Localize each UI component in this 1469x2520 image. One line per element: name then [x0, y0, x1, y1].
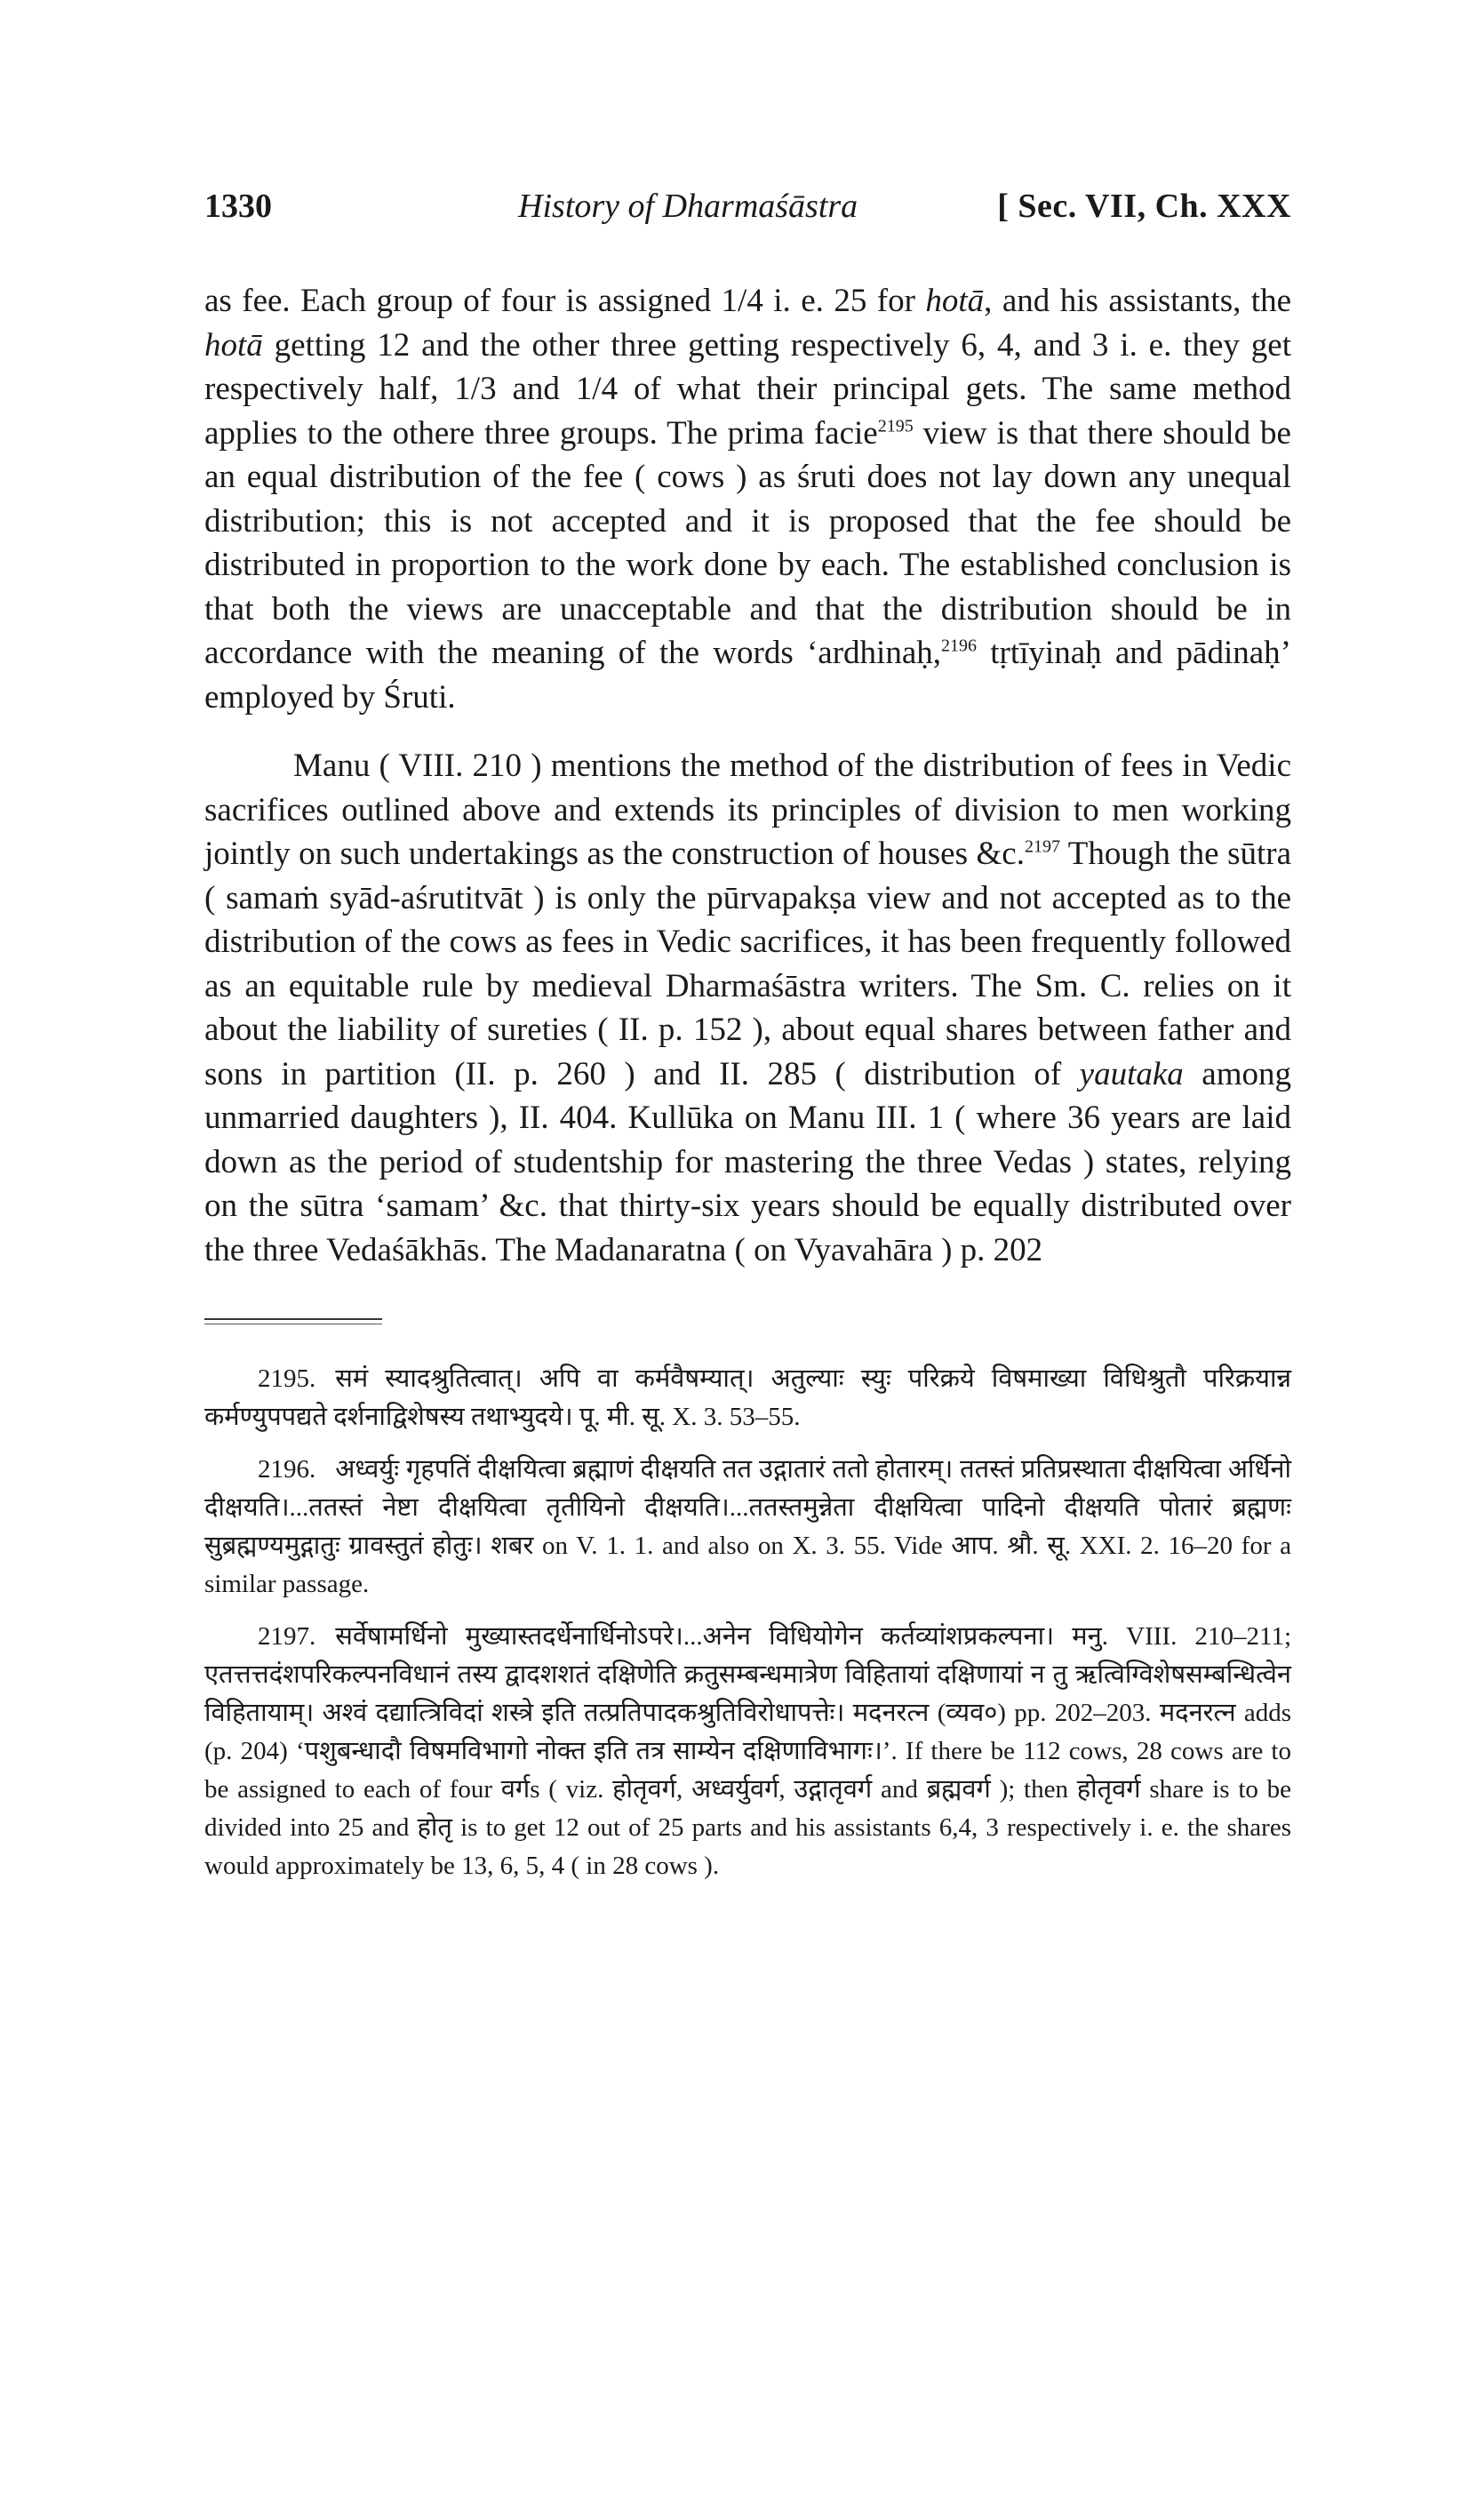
page-number: 1330	[204, 188, 272, 225]
footnote-ref: 2197	[1024, 836, 1060, 857]
footnote-number: 2197.	[258, 1622, 316, 1651]
text-run: among unmarried daughters ), II. 404. Kullūka on Manu III. 1 ( where 36 years are laid down as the period of studentship for mastering the three Vedas ) states, relying on the sūtra ‘samam’ &c. that thirty-six years should be equally distributed over the three Vedaśākhās. The Madanaratna ( on Vyavahāra ) p. 202	[204, 1055, 1291, 1268]
footnote	[204, 1451, 1291, 1604]
footnote	[204, 1618, 1291, 1885]
footnote-text: समं स्यादश्रुतित्वात्। अपि वा कर्मवैषम्यात्। अतुल्याः स्युः परिक्रये विषमाख्या विधिश्रुतौ परिक्रयान्न कर्मण्युपपद्यते दर्शनाद्विशेषस्य तथाभ्युदये। पू. मी. सू. X. 3. 53–55.	[204, 1364, 1291, 1431]
text-run: tṛtīyinaḥ and pādinaḥ’ employed by Śruti.	[204, 635, 1291, 716]
book-title: History of Dharmaśāstra	[518, 188, 858, 225]
text-run: getting 12 and the other three getting respectively 6, 4, and 3 i. e. they get respectively half, 1/3 and 1/4 of what their principal gets. The same method applies to the othere three groups. The prima facie	[204, 326, 1291, 452]
running-header	[204, 187, 1291, 226]
text-run: Though the sūtra ( samaṁ syād-aśrutitvāt ) is only the pūrvapakṣa view and not accepted as to the distribution of the cows as fees in Vedic sacrifices, it has been frequently followed as an equitable rule by medieval Dharmaśāstra writers. The Sm. C. relies on it about the liability of sureties ( II. p. 152 ), about equal shares between father and sons in partition (II. p. 260 ) and II. 285 ( distribution of	[204, 836, 1291, 1092]
footnote-number: 2195.	[258, 1364, 316, 1393]
footnote-number: 2196.	[258, 1455, 316, 1484]
footnote-text: अध्वर्युः गृहपतिं दीक्षयित्वा ब्रह्माणं दीक्षयति तत उद्गातारं ततो होतारम्। ततस्तं प्रतिप्रस्थाता दीक्षयित्वा अर्धिनो दीक्षयति।...ततस्तं नेष्टा दीक्षयित्वा तृतीयिनो दीक्षयति।...ततस्तमुन्नेता दीक्षयित्वा पादिनो दीक्षयति पोतारं ब्रह्मणः सुब्रह्मण्यमुद्गातुः ग्रावस्तुतं होतुः। शबर on V. 1. 1. and also on X. 3. 55. Vide आप. श्रौ. सू. XXI. 2. 16–20 for a similar passage.	[204, 1455, 1291, 1598]
section-label: [ Sec. VII, Ch. XXX	[997, 188, 1291, 225]
text-run: view is that there should be an equal distribution of the fee ( cows ) as śruti does not lay down any unequal distribution; this is not accepted and it is proposed that the fee should be distributed in proportion to the work done by each. The established conclusion is that both the views are unacceptable and that the distribution should be in accordance with the meaning of the words ‘ardhinaḥ,	[204, 414, 1291, 671]
body-text	[204, 279, 1291, 1272]
footnote-ref: 2196	[941, 636, 977, 656]
body-paragraph	[204, 279, 1291, 719]
italic-term: yautaka	[1079, 1055, 1184, 1092]
text-run: as fee. Each group of four is assigned 1/4 i. e. 25 for	[204, 283, 926, 319]
text-run: , and his assistants, the	[984, 283, 1291, 319]
footnote	[204, 1360, 1291, 1436]
italic-term: hotā	[204, 326, 263, 364]
text-run: Manu ( VIII. 210 ) mentions the method of the distribution of fees in Vedic sacrifices outlined above and extends its principles of division to men working jointly on such undertakings as the construction of houses &c.	[204, 748, 1291, 872]
italic-term: hotā	[925, 283, 985, 319]
body-paragraph	[204, 744, 1291, 1272]
footnote-ref: 2195	[877, 416, 914, 436]
footnotes	[204, 1360, 1291, 1885]
footnote-rule	[204, 1318, 382, 1324]
footnote-text: सर्वेषामर्धिनो मुख्यास्तदर्धेनार्धिनोऽपरे।...अनेन विधियोगेन कर्तव्यांशप्रकल्पना। मनु. VIII. 210–211; एतत्तत्तदंशपरिकल्पनविधानं तस्य द्वादशशतं दक्षिणेति क्रतुसम्बन्धमात्रेण विहितायां दक्षिणायां न तु ऋत्विग्विशेषसम्बन्धित्वेन विहितायाम्। अश्वं दद्यात्त्रिविदां शस्त्रे इति तत्प्रतिपादकश्रुतिविरोधापत्तेः। मदनरत्न (व्यव०) pp. 202–203. मदनरत्न adds (p. 204) ‘पशुबन्धादौ विषमविभागो नोक्त इति तत्र साम्येन दक्षिणाविभागः।’. If there be 112 cows, 28 cows are to be assigned to each of four वर्गs ( viz. होतृवर्ग, अध्वर्युवर्ग, उद्गातृवर्ग and ब्रह्मवर्ग ); then होतृवर्ग share is to be divided into 25 and होतृ is to get 12 out of 25 parts and his assistants 6,4, 3 respectively i. e. the shares would approximately be 13, 6, 5, 4 ( in 28 cows ).	[204, 1622, 1291, 1880]
